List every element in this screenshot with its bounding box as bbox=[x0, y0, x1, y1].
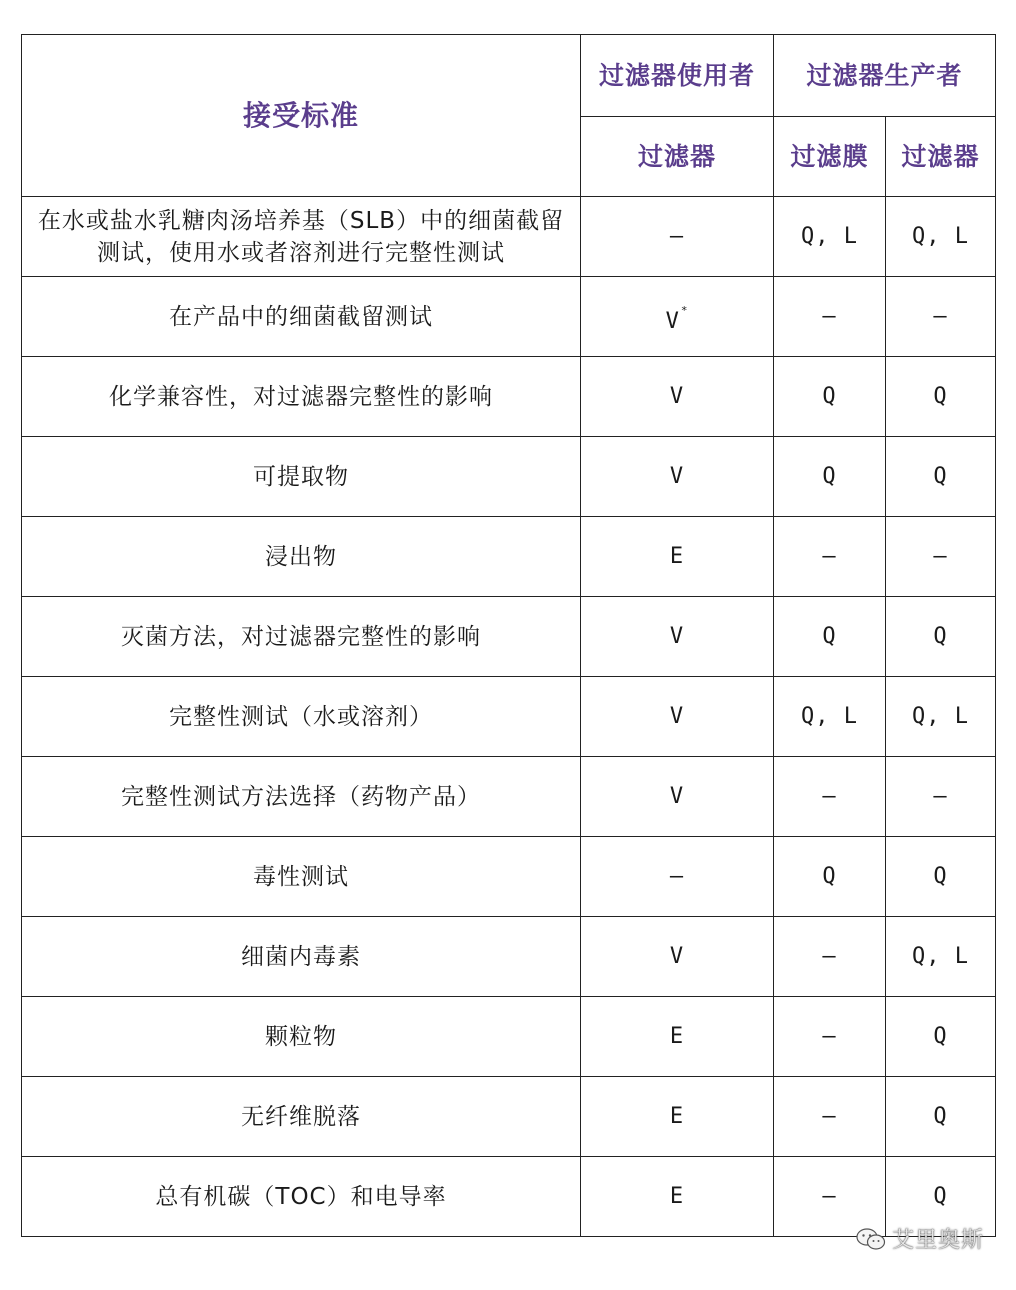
maker-membrane-cell: – bbox=[774, 1157, 886, 1237]
maker-membrane-cell: – bbox=[774, 757, 886, 837]
table-row bbox=[22, 997, 996, 1077]
acceptance-criteria-table bbox=[21, 34, 996, 1237]
user-filter-cell bbox=[581, 1157, 774, 1237]
criterion-cell: 毒性测试 bbox=[22, 837, 581, 917]
user-filter-value: E bbox=[669, 1023, 685, 1049]
user-filter-cell bbox=[581, 757, 774, 837]
maker-filter-cell: Q bbox=[886, 437, 996, 517]
maker-membrane-cell: Q bbox=[774, 357, 886, 437]
header-row-1 bbox=[22, 35, 996, 117]
criterion-cell: 完整性测试（水或溶剂） bbox=[22, 677, 581, 757]
user-filter-cell bbox=[581, 517, 774, 597]
user-filter-cell bbox=[581, 277, 774, 357]
user-filter-cell bbox=[581, 677, 774, 757]
table-row bbox=[22, 1077, 996, 1157]
maker-filter-cell: Q bbox=[886, 597, 996, 677]
filter-user-header: 过滤器使用者 bbox=[581, 35, 774, 117]
criterion-cell: 浸出物 bbox=[22, 517, 581, 597]
maker-membrane-cell: Q bbox=[774, 437, 886, 517]
user-filter-value: V bbox=[669, 383, 685, 409]
maker-membrane-cell: – bbox=[774, 517, 886, 597]
table-row bbox=[22, 597, 996, 677]
table-body bbox=[22, 197, 996, 1237]
table-row bbox=[22, 837, 996, 917]
user-filter-value: E bbox=[669, 1103, 685, 1129]
maker-filter-cell: Q, L bbox=[886, 197, 996, 277]
user-filter-value: E bbox=[669, 1183, 685, 1209]
table-row bbox=[22, 517, 996, 597]
maker-membrane-cell: Q, L bbox=[774, 197, 886, 277]
maker-filter-cell: – bbox=[886, 757, 996, 837]
user-filter-value: E bbox=[669, 543, 685, 569]
maker-filter-cell: Q bbox=[886, 997, 996, 1077]
footnote-marker: * bbox=[680, 304, 689, 317]
user-filter-cell bbox=[581, 437, 774, 517]
maker-membrane-cell: – bbox=[774, 1077, 886, 1157]
user-filter-cell bbox=[581, 997, 774, 1077]
maker-filter-cell: Q bbox=[886, 1157, 996, 1237]
user-filter-value: V bbox=[669, 623, 685, 649]
user-filter-cell bbox=[581, 917, 774, 997]
criterion-cell: 总有机碳（TOC）和电导率 bbox=[22, 1157, 581, 1237]
maker-filter-subheader: 过滤器 bbox=[886, 117, 996, 197]
criteria-header: 接受标准 bbox=[22, 35, 581, 197]
user-filter-value: V bbox=[669, 703, 685, 729]
maker-membrane-cell: – bbox=[774, 997, 886, 1077]
table-row bbox=[22, 677, 996, 757]
table-row bbox=[22, 357, 996, 437]
user-filter-cell bbox=[581, 357, 774, 437]
maker-membrane-cell: – bbox=[774, 917, 886, 997]
user-filter-cell bbox=[581, 837, 774, 917]
criterion-cell: 在产品中的细菌截留测试 bbox=[22, 277, 581, 357]
watermark-text: 艾里奥斯 bbox=[891, 1228, 984, 1253]
table-row bbox=[22, 437, 996, 517]
maker-filter-cell: Q bbox=[886, 837, 996, 917]
table-row bbox=[22, 917, 996, 997]
wechat-icon bbox=[856, 1227, 886, 1251]
user-filter-cell bbox=[581, 597, 774, 677]
table-row bbox=[22, 197, 996, 277]
criterion-cell: 无纤维脱落 bbox=[22, 1077, 581, 1157]
user-filter-value: V bbox=[669, 943, 685, 969]
user-filter-value: – bbox=[669, 223, 685, 249]
criterion-cell: 颗粒物 bbox=[22, 997, 581, 1077]
criterion-cell: 化学兼容性，对过滤器完整性的影响 bbox=[22, 357, 581, 437]
user-filter-cell bbox=[581, 1077, 774, 1157]
criterion-cell: 灭菌方法，对过滤器完整性的影响 bbox=[22, 597, 581, 677]
table-row bbox=[22, 277, 996, 357]
criterion-cell: 在水或盐水乳糖肉汤培养基（SLB）中的细菌截留测试，使用水或者溶剂进行完整性测试 bbox=[22, 197, 581, 277]
maker-filter-cell: Q, L bbox=[886, 917, 996, 997]
maker-membrane-cell: Q, L bbox=[774, 677, 886, 757]
user-filter-value: V bbox=[669, 783, 685, 809]
filter-maker-header: 过滤器生产者 bbox=[774, 35, 996, 117]
user-filter-value: V bbox=[665, 309, 680, 334]
user-filter-subheader: 过滤器 bbox=[581, 117, 774, 197]
criterion-cell: 完整性测试方法选择（药物产品） bbox=[22, 757, 581, 837]
maker-membrane-cell: – bbox=[774, 277, 886, 357]
user-filter-value: – bbox=[669, 863, 685, 889]
maker-filter-cell: Q, L bbox=[886, 677, 996, 757]
maker-filter-cell: – bbox=[886, 517, 996, 597]
criterion-cell: 细菌内毒素 bbox=[22, 917, 581, 997]
maker-membrane-subheader: 过滤膜 bbox=[774, 117, 886, 197]
maker-filter-cell: Q bbox=[886, 357, 996, 437]
watermark bbox=[856, 1223, 984, 1254]
criterion-cell: 可提取物 bbox=[22, 437, 581, 517]
table-row bbox=[22, 757, 996, 837]
user-filter-value: V bbox=[669, 463, 685, 489]
maker-membrane-cell: Q bbox=[774, 837, 886, 917]
maker-filter-cell: Q bbox=[886, 1077, 996, 1157]
user-filter-cell bbox=[581, 197, 774, 277]
maker-membrane-cell: Q bbox=[774, 597, 886, 677]
maker-filter-cell: – bbox=[886, 277, 996, 357]
table-row bbox=[22, 1157, 996, 1237]
